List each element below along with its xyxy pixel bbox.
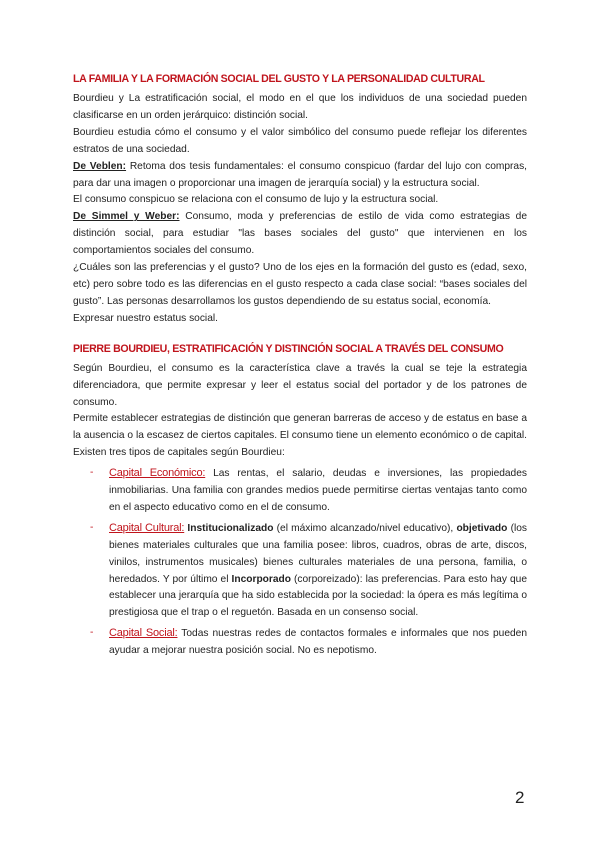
section-heading-bourdieu: PIERRE BOURDIEU, ESTRATIFICACIÓN Y DISTINCIÓN SOCIAL A TRAVÉS DEL CONSUMO [73,342,504,355]
paragraph-simmel-weber [73,209,527,260]
capitals-list [73,465,527,660]
document-page [73,72,527,663]
term-objetivado: objetivado [456,522,508,534]
list-item-capital-economico [73,465,527,517]
paragraph-consumo-conspicuo: El consumo conspicuo se relaciona con el consumo de lujo y la estructura social. [73,194,439,206]
capital-cultural-title: Capital Cultural: [109,521,185,534]
paragraph-bourdieu-intro: Bourdieu y La estratificación social, el modo en el que los individuos de una sociedad pueden clasificarse en un orden jerárquico: distinción social. [73,93,527,121]
capital-cultural-body-1: (el máximo alcanzado/nivel educativo), [273,522,457,534]
paragraph-preferencias: ¿Cuáles son las preferencias y el gusto? Uno de los ejes en la formación del gusto es (edad, sexo, etc) pero sobre todo es las diferencias en el gusto respecto a cada clase social: “bases sociales del gusto”. Las personas desarrollamos los gustos dependiendo de su estatus social, economía. [73,262,527,307]
term-veblen: De Veblen: [73,160,127,172]
term-institucionalizado: Institucionalizado [184,522,274,534]
capital-economico-body: Las rentas, el salario, deudas e inversiones, las propiedades inmobiliarias. Una familia con grandes medios puede permitirse ciertas ventajas tanto como en el aspecto educativo como en el de consumo. [109,468,527,513]
paragraph-veblen [73,159,527,193]
list-item-capital-cultural [73,520,527,622]
list-item-capital-social [73,625,527,660]
capital-cultural-text [109,520,527,622]
simmel-weber-text: Consumo, moda y preferencias de estilo de vida como estrategias de distinción social, para estudiar "las bases sociales del gusto" que intervienen en los comportamientos sociales del consumo. [73,211,527,257]
term-simmel-weber: De Simmel y Weber: [73,211,180,223]
bullet-dash: - [90,521,94,533]
bullet-dash: - [90,467,94,479]
capital-economico-text [109,465,527,517]
capital-cultural-body-2: (los bienes materiales culturales que una familia posee: libros, cuadros, obras de arte, discos, vinilos, instrumentos musicales) bienes culturales materiales de una persona, familia, o heredados. Y por último el [109,522,527,585]
capital-cultural-body-3: (corporeizado): las preferencias. Para esto hay que establecer una jerarquía que ha sido establecida por la sociedad: la ópera es más legítima o prestigiosa que el trap o el reguetón. Basada en un consenso social. [109,573,528,619]
paragraph-consumo-clave: Según Bourdieu, el consumo es la característica clave a través la cual se teje la estrategia diferenciadora, que permite expresar y leer el estatus social del portador y de los patrones de consumo. [73,362,527,408]
paragraph-estatus: Expresar nuestro estatus social. [73,312,218,324]
bullet-dash: - [90,627,94,639]
section-heading-familia: LA FAMILIA Y LA FORMACIÓN SOCIAL DEL GUSTO Y LA PERSONALIDAD CULTURAL [73,73,485,85]
term-incorporado: Incorporado [231,573,291,585]
paragraph-bourdieu-consumo: Bourdieu estudia cómo el consumo y el valor simbólico del consumo puede reflejar los diferentes estratos de una sociedad. [73,126,527,155]
paragraph-estrategias: Permite establecer estrategias de distinción que generan barreras de acceso y de estatus en base a la ausencia o la escasez de ciertos capitales. El consumo tiene un elemento económico o de capital. Existen tres tipos de capitales según Bourdieu: [73,413,527,459]
page-number: 2 [515,788,525,807]
capital-social-text [109,625,527,660]
capital-social-body: Todas nuestras redes de contactos formales e informales que nos pueden ayudar a mejorar nuestra posición social. No es nepotismo. [109,628,527,657]
veblen-text: Retoma dos tesis fundamentales: el consumo conspicuo (fardar del lujo con compras, para dar una imagen o proporcionar una imagen de jerarquía social) y la estructura social. [73,160,527,189]
capital-social-title: Capital Social: [109,627,178,640]
capital-economico-title: Capital Económico: [109,467,206,480]
